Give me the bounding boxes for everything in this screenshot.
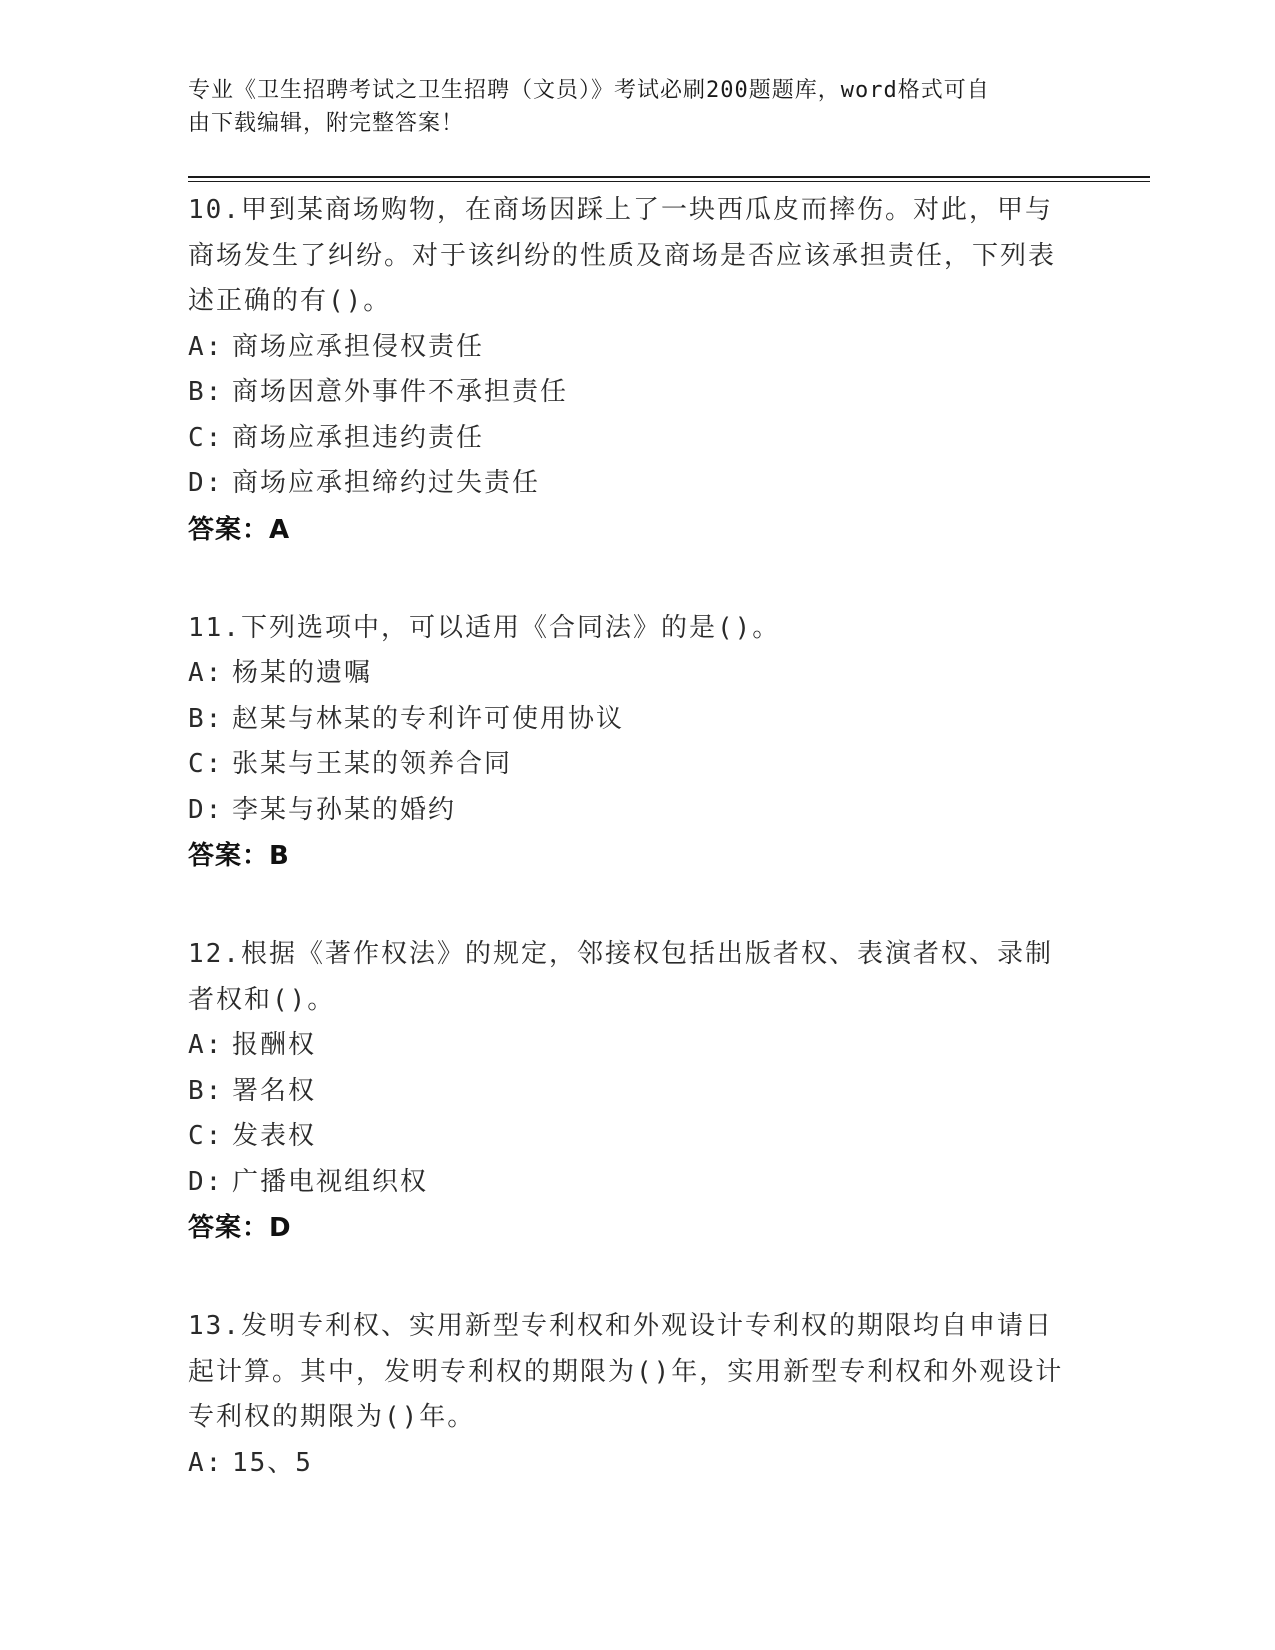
option-letter: D:: [188, 794, 224, 825]
option-text: 商场因意外事件不承担责任: [232, 377, 569, 407]
answer-line: 答案：B: [188, 841, 290, 871]
question-stem: 11.下列选项中，可以适用《合同法》的是()。: [188, 612, 781, 643]
option-b: [188, 697, 1068, 743]
document-header: [188, 74, 1068, 140]
option-d: [188, 461, 1068, 507]
option-d: [188, 1160, 1068, 1206]
question-item: [188, 932, 1068, 1251]
answer-line: 答案：A: [188, 514, 291, 545]
option-letter: D:: [188, 1166, 224, 1197]
header-divider-thick: [188, 176, 1150, 178]
header-divider-thin: [188, 181, 1150, 182]
option-letter: B:: [188, 377, 224, 407]
option-text: 15、5: [232, 1447, 313, 1478]
question-item: [188, 1304, 1068, 1486]
option-text: 商场应承担缔约过失责任: [232, 468, 541, 498]
option-c: [188, 416, 1068, 462]
option-letter: A:: [188, 1030, 224, 1060]
answer-line: 答案：D: [188, 1213, 292, 1243]
header-line-1: 专业《卫生招聘考试之卫生招聘（文员）》考试必刷200题题库，word格式可自: [188, 78, 990, 103]
option-text: 报酬权: [232, 1030, 317, 1060]
option-a: [188, 325, 1068, 371]
option-letter: A:: [188, 331, 224, 362]
option-text: 广播电视组织权: [232, 1166, 429, 1197]
option-b: [188, 1069, 1068, 1115]
option-b: [188, 370, 1068, 416]
option-text: 商场应承担侵权责任: [232, 331, 485, 362]
option-letter: C:: [188, 422, 224, 453]
option-letter: B:: [188, 703, 224, 734]
option-text: 李某与孙某的婚约: [232, 794, 457, 825]
option-letter: C:: [188, 749, 224, 779]
option-letter: B:: [188, 1075, 224, 1106]
question-stem: 10.甲到某商场购物，在商场因踩上了一块西瓜皮而摔伤。对此，甲与商场发生了纠纷。对于该纠纷的性质及商场是否应该承担责任，下列表述正确的有()。: [188, 195, 1057, 316]
option-text: 发表权: [232, 1121, 317, 1151]
option-a: [188, 1023, 1068, 1069]
option-d: [188, 788, 1068, 834]
option-letter: C:: [188, 1121, 224, 1151]
option-c: [188, 742, 1068, 788]
option-letter: A:: [188, 1447, 224, 1478]
option-c: [188, 1114, 1068, 1160]
option-text: 赵某与林某的专利许可使用协议: [232, 703, 625, 734]
option-letter: A:: [188, 658, 224, 688]
option-text: 署名权: [232, 1075, 317, 1106]
header-line-2: 由下载编辑，附完整答案！: [188, 111, 465, 136]
option-a: [188, 1441, 1068, 1487]
question-item: [188, 188, 1068, 553]
option-a: [188, 651, 1068, 697]
question-item: [188, 606, 1068, 880]
question-stem: 12.根据《著作权法》的规定，邻接权包括出版者权、表演者权、录制者权和()。: [188, 939, 1053, 1015]
question-stem: 13.发明专利权、实用新型专利权和外观设计专利权的期限均自申请日起计算。其中，发明专利权的期限为()年，实用新型专利权和外观设计专利权的期限为()年。: [188, 1311, 1064, 1432]
question-list: [188, 188, 1068, 1539]
option-letter: D:: [188, 468, 224, 498]
option-text: 张某与王某的领养合同: [232, 749, 513, 779]
option-text: 杨某的遗嘱: [232, 658, 373, 688]
option-text: 商场应承担违约责任: [232, 422, 485, 453]
